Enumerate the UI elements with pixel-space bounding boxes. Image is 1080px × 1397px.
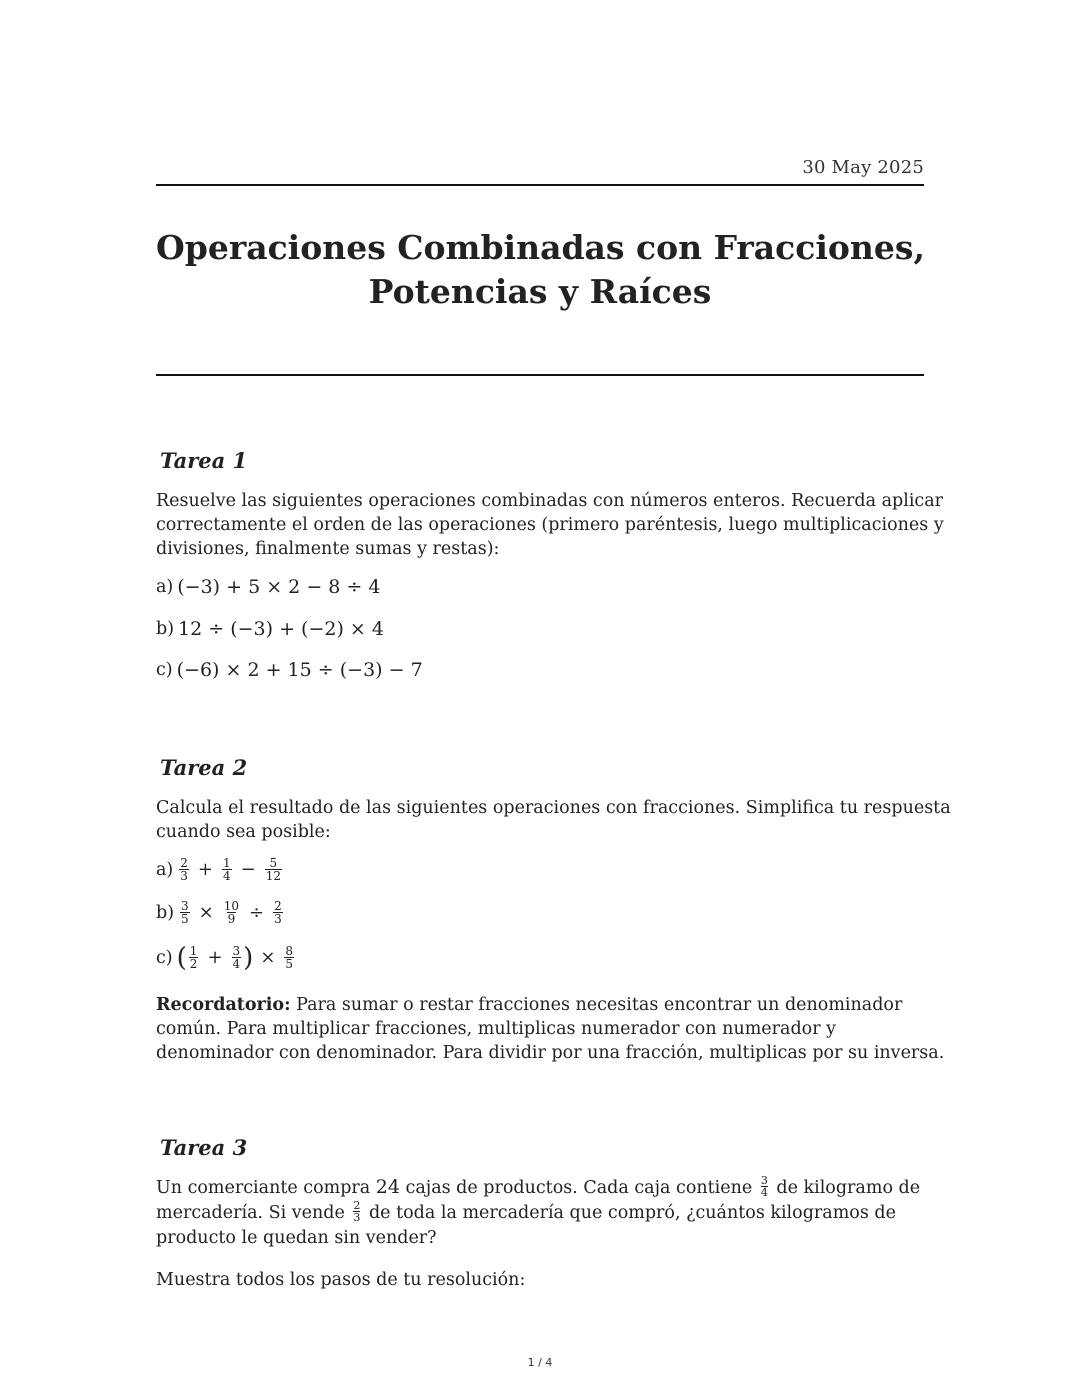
fraction: $\frac{1}{2}$ xyxy=(189,944,198,971)
operator: × xyxy=(198,902,214,923)
operator: − xyxy=(240,859,256,880)
item-label: c) xyxy=(156,947,173,968)
operator: + xyxy=(197,859,213,880)
operator: + xyxy=(207,947,223,968)
tarea-3-heading: Tarea 3 xyxy=(160,1135,248,1160)
fraction: $\frac{10}{9}$ xyxy=(223,899,240,926)
item-label: b) xyxy=(156,619,175,639)
fraction: $\frac{2}{3}$ xyxy=(274,899,282,926)
reminder-line: denominador con denominador. Para dividir por una fracción, multiplicas por su inversa. xyxy=(156,1043,945,1063)
item-expression: (−3) + 5 × 2 − 8 ÷ 4 xyxy=(177,576,381,598)
fraction: $\frac{2}{3}$ xyxy=(180,856,188,883)
problem-line: producto le quedan sin vender? xyxy=(156,1228,437,1248)
tarea-3-steps: Muestra todos los pasos de tu resolución: xyxy=(156,1270,526,1290)
page-number: 1 / 4 xyxy=(527,1356,553,1369)
document-title xyxy=(156,226,924,314)
intro-line: Resuelve las siguientes operaciones combinadas con números enteros. Recuerda aplicar xyxy=(156,491,944,511)
tarea-2-item-b xyxy=(156,900,285,925)
intro-line: cuando sea posible: xyxy=(156,822,331,842)
item-label: a) xyxy=(156,577,174,597)
header-rule xyxy=(156,184,924,186)
tarea-1-item-b xyxy=(156,618,384,640)
operator: ÷ xyxy=(249,902,265,923)
title-rule xyxy=(156,374,924,376)
tarea-1-item-c xyxy=(156,659,423,681)
fraction: $\frac{3}{5}$ xyxy=(181,899,189,926)
fraction: $\frac{2}{3}$ xyxy=(353,1199,361,1224)
header-date: 30 May 2025 xyxy=(802,157,924,178)
tarea-1-intro xyxy=(156,489,944,561)
tarea-2-intro xyxy=(156,796,951,844)
item-label: b) xyxy=(156,902,175,923)
tarea-1-heading: Tarea 1 xyxy=(160,448,248,473)
left-paren: ( xyxy=(176,942,187,973)
tarea-2-item-a xyxy=(156,857,284,882)
tarea-1-item-a xyxy=(156,576,380,598)
intro-line: correctamente el orden de las operaciones (primero paréntesis, luego multiplicaciones y xyxy=(156,515,944,535)
fraction: $\frac{8}{5}$ xyxy=(285,944,294,971)
fraction: $\frac{1}{4}$ xyxy=(223,856,231,883)
tarea-3-problem: Un comerciante compra 24 cajas de productos. Cada caja contiene $\frac{3}{4}$ de kilogramo de mercadería. Si vende $\frac{2}{3}$ de toda la mercadería que compró, ¿cuántos kilogramos de producto le quedan sin vender? xyxy=(156,1175,926,1251)
reminder-text: Para sumar o restar fracciones necesitas encontrar un denominador xyxy=(290,995,903,1015)
reminder-label: Recordatorio: xyxy=(156,995,291,1015)
fraction: $\frac{5}{12}$ xyxy=(265,856,282,883)
title-line-2: Potencias y Raíces xyxy=(368,272,712,311)
item-label: a) xyxy=(156,859,174,880)
fraction: $\frac{3}{4}$ xyxy=(760,1174,768,1199)
item-label: c) xyxy=(156,660,173,680)
tarea-2-item-c xyxy=(156,942,296,973)
title-line-1: Operaciones Combinadas con Fracciones, xyxy=(156,228,925,267)
tarea-2-reminder xyxy=(156,993,945,1065)
number: 24 xyxy=(375,1176,400,1198)
operator: × xyxy=(260,947,276,968)
right-paren: ) xyxy=(243,942,254,973)
item-expression: (−6) × 2 + 15 ÷ (−3) − 7 xyxy=(176,659,423,681)
intro-line: Calcula el resultado de las siguientes operaciones con fracciones. Simplifica tu respuesta xyxy=(156,798,951,818)
tarea-2-heading: Tarea 2 xyxy=(160,755,248,780)
item-expression: 12 ÷ (−3) + (−2) × 4 xyxy=(178,618,384,640)
intro-line: divisiones, finalmente sumas y restas): xyxy=(156,539,500,559)
fraction: $\frac{3}{4}$ xyxy=(232,944,241,971)
reminder-line: común. Para multiplicar fracciones, multiplicas numerador con numerador y xyxy=(156,1019,837,1039)
